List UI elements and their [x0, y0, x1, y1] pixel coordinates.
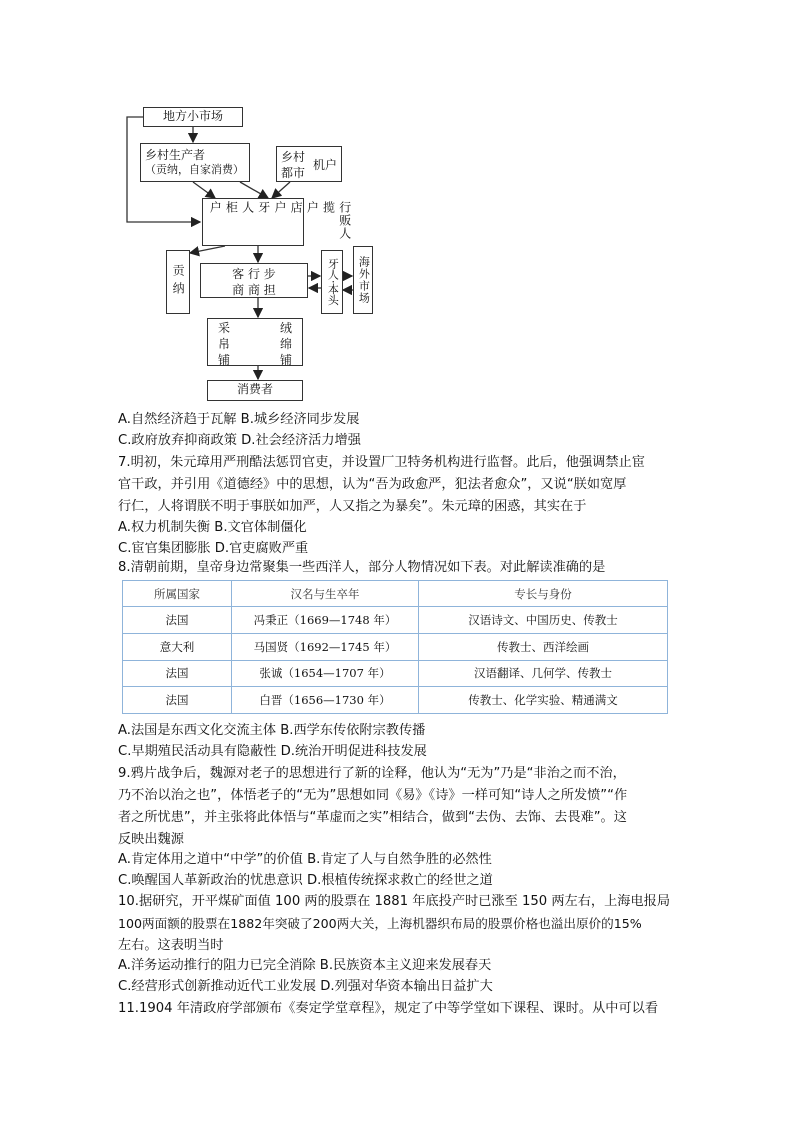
merchants-box	[200, 263, 308, 298]
table-header-name: 汉名与生卒年	[232, 581, 419, 607]
merchants-label-1: 客 行 步	[232, 267, 276, 281]
table-header-role: 专长与身份	[419, 581, 668, 607]
table-cell: 法国	[123, 607, 232, 634]
table-cell: 传教士、化学实验、精通满文	[419, 687, 668, 714]
overseas-market-label: 海外市场	[357, 256, 371, 304]
q9-stem-3: 者之所忧患”，并主张将此体悟与“革虚而之实”相结合，做到“去伪、去饰、去畏难”。这	[118, 810, 627, 825]
q10-options-cd: C.经营形式创新推动近代工业发展 D.列强对华资本输出日益扩大	[118, 979, 493, 994]
table-header-country: 所属国家	[123, 581, 232, 607]
q8-stem-1: 8.清朝前期，皇帝身边常聚集一些西洋人，部分人物情况如下表。对此解读准确的是	[118, 560, 606, 575]
table-cell: 传教士、西洋绘画	[419, 633, 668, 660]
table-row	[123, 607, 668, 634]
q6-options-cd: C.政府放弃抑商政策 D.社会经济活力增强	[118, 433, 361, 448]
shops-right-2: 绵	[279, 337, 292, 352]
table-cell: 冯秉正（1669—1748 年）	[232, 607, 419, 634]
local-market-box	[143, 107, 243, 127]
q7-stem-3: 行仁，人将谓朕不明于事朕如加严，人又指之为暴矣”。朱元璋的困惑，其实在于	[118, 499, 587, 514]
table-cell: 法国	[123, 687, 232, 714]
overseas-market-box	[353, 246, 373, 314]
consumer-box	[207, 380, 303, 401]
tribute-box	[166, 250, 190, 314]
shops-left-2: 帛	[218, 337, 231, 352]
village-city-box	[276, 146, 342, 182]
flow-connectors	[0, 0, 794, 420]
rural-producer-label: 乡村生产者	[145, 148, 206, 162]
rural-producer-note: （贡纳，自家消费）	[145, 163, 244, 177]
consumer-label: 消费者	[236, 382, 273, 396]
hub-guihu: 柜户	[208, 201, 239, 223]
village-city-label-1: 乡村	[281, 150, 306, 164]
table-cell: 白晋（1656—1730 年）	[232, 687, 419, 714]
table-cell: 马国贤（1692—1745 年）	[232, 633, 419, 660]
q8-options-ab: A.法国是东西文化交流主体 B.西学东传依附宗教传播	[118, 723, 426, 738]
broker-box	[321, 250, 343, 314]
q7-stem-2: 官干政，并引用《道德经》中的思想，认为“吾为政愈严，犯法者愈众”，又说“朕如宽厚	[118, 477, 627, 492]
shops-left-3: 铺	[218, 353, 231, 368]
q7-stem-1: 7.明初，朱元璋用严刑酷法惩罚官吏，并设置厂卫特务机构进行监督。此后，他强调禁止宦	[118, 455, 645, 470]
q10-stem-2: 100两面额的股票在1882年突破了200两大关，上海机器织布局的股票价格也溢出原价的15%	[118, 916, 642, 931]
table-header-row	[123, 581, 668, 607]
merchants-label-2: 商 商 担	[232, 283, 276, 298]
table-row	[123, 633, 668, 660]
q8-options-cd: C.早期殖民活动具有隐蔽性 D.统治开明促进科技发展	[118, 744, 427, 759]
table-cell: 意大利	[123, 633, 232, 660]
hub-box	[202, 198, 352, 246]
hub-yaren: 牙人	[240, 201, 271, 223]
q7-options-ab: A.权力机制失衡 B.文官体制僵化	[118, 520, 307, 535]
village-city-label-2: 都市	[281, 166, 306, 181]
missionary-table	[122, 580, 668, 714]
hub-lanhu: 揽户	[305, 201, 336, 223]
broker-label: 牙人·本头	[326, 258, 340, 306]
rural-producer-box	[140, 143, 250, 182]
tribute-label: 贡纳	[171, 264, 186, 300]
table-row	[123, 660, 668, 687]
hub-xingfanren: 行贩人	[337, 201, 352, 240]
hub-dianhu: 店户	[272, 201, 304, 223]
table-cell: 张诚（1654—1707 年）	[232, 660, 419, 687]
q10-stem-3: 左右。这表明当时	[118, 938, 224, 953]
q9-options-ab: A.肯定体用之道中“中学”的价值 B.肯定了人与自然争胜的必然性	[118, 852, 492, 867]
q9-stem-4: 反映出魏源	[118, 832, 184, 847]
table-row	[123, 687, 668, 714]
local-market-label: 地方小市场	[162, 109, 223, 123]
jihu-label: 机户	[312, 158, 337, 172]
table-cell: 法国	[123, 660, 232, 687]
q6-options-ab: A.自然经济趋于瓦解 B.城乡经济同步发展	[118, 412, 360, 427]
shops-right-3: 铺	[279, 353, 292, 368]
table-cell: 汉语诗文、中国历史、传教士	[419, 607, 668, 634]
table-cell: 汉语翻译、几何学、传教士	[419, 660, 668, 687]
q9-options-cd: C.唤醒国人革新政治的忧患意识 D.根植传统探求救亡的经世之道	[118, 873, 493, 888]
shops-right-1: 绒	[279, 321, 292, 335]
q11-stem-1: 11.1904 年清政府学部颁布《奏定学堂章程》，规定了中等学堂如下课程、课时。从中可以看	[118, 1001, 659, 1016]
shops-left-1: 采	[218, 321, 231, 335]
q9-stem-2: 乃不治以治之也”，体悟老子的“无为”思想如同《易》《诗》一样可知“诗人之所发愤”“作	[118, 788, 628, 803]
shops-box	[207, 318, 303, 366]
q10-options-ab: A.洋务运动推行的阻力已完全消除 B.民族资本主义迎来发展春天	[118, 958, 492, 973]
q9-stem-1: 9.鸦片战争后，魏源对老子的思想进行了新的诠释，他认为“无为”乃是“非治之而不治，	[118, 766, 626, 781]
q7-options-cd: C.宦官集团膨胀 D.官吏腐败严重	[118, 541, 309, 556]
q10-stem-1: 10.据研究，开平煤矿面值 100 两的股票在 1881 年底投产时已涨至 150 两左右，上海电报局	[118, 894, 671, 909]
